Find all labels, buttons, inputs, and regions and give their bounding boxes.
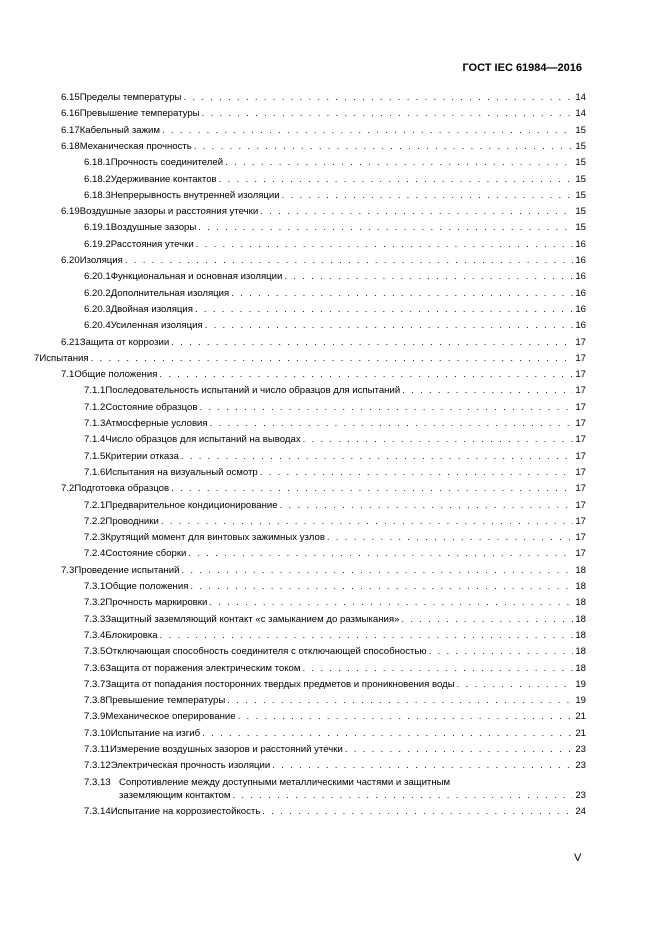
toc-leader-dots (195, 304, 573, 316)
toc-leader-dots (219, 174, 574, 186)
toc-entry[interactable] (84, 614, 586, 626)
toc-entry[interactable] (84, 760, 586, 772)
toc-leader-dots (182, 565, 574, 577)
toc-leader-dots (200, 402, 574, 414)
toc-entry-page: 14 (575, 108, 586, 120)
toc-leader-dots (401, 614, 573, 626)
toc-leader-dots (196, 239, 574, 251)
toc-entry-page: 16 (575, 287, 586, 299)
toc-entry-title: Общие положения (105, 581, 189, 592)
toc-entry-title: Число образцов для испытаний на выводах (105, 434, 301, 446)
toc-entry[interactable] (84, 271, 586, 283)
toc-entry-number: 6.15 (61, 92, 80, 103)
toc-entry-number: 6.18.2 (84, 173, 111, 185)
toc-entry-page: 18 (575, 597, 586, 609)
toc-leader-dots (198, 222, 573, 234)
toc-entry-page: 16 (575, 303, 586, 315)
toc-leader-dots (282, 190, 574, 202)
toc-entry[interactable] (84, 288, 586, 300)
toc-leader-dots (188, 548, 573, 560)
toc-entry[interactable] (84, 711, 586, 723)
toc-entry-page: 15 (575, 157, 586, 169)
toc-entry[interactable] (84, 174, 586, 186)
toc-leader-dots (161, 516, 573, 528)
toc-entry[interactable] (61, 483, 586, 495)
toc-entry-number: 7.3.1 (84, 581, 106, 592)
toc-leader-dots (159, 369, 573, 381)
toc-entry-number: 7.3 (61, 564, 75, 576)
toc-entry[interactable] (84, 239, 586, 251)
toc-entry-number: 7.3.4 (84, 629, 106, 641)
toc-entry-page: 21 (575, 711, 586, 723)
toc-leader-dots (262, 806, 573, 818)
toc-entry-title: Последовательность испытаний и число образцов для испытаний (105, 385, 401, 397)
toc-entry-number: 7.3.3 (84, 613, 106, 625)
toc-entry-page: 17 (575, 385, 586, 397)
toc-leader-dots (194, 141, 574, 153)
toc-entry-title: заземляющим контактом (119, 790, 231, 802)
toc-entry-title: Защита от попадания посторонних твердых предметов и проникновения воды (105, 678, 455, 690)
toc-entry-title: Испытание на изгиб (110, 727, 201, 739)
toc-entry-page: 17 (575, 434, 586, 446)
toc-entry[interactable] (84, 581, 586, 593)
toc-entry-page: 16 (575, 271, 586, 283)
toc-entry-page: 23 (575, 790, 586, 802)
toc-entry-title: Усиленная изоляция (110, 320, 203, 332)
toc-entry-number: 7.1.6 (84, 466, 106, 478)
toc-leader-dots (402, 385, 573, 397)
toc-entry-number: 7.3.5 (84, 646, 106, 658)
toc-leader-dots (260, 206, 573, 218)
toc-leader-dots (272, 760, 573, 772)
toc-entry-title: Механическая прочность (79, 140, 192, 152)
toc-entry-title: Изоляция (79, 255, 123, 266)
toc-entry-number: 6.18.3 (84, 189, 111, 201)
toc-entry-title: Блокировка (105, 629, 158, 641)
toc-entry-title: Состояние образцов (105, 401, 198, 413)
toc-entry[interactable] (119, 790, 586, 802)
toc-entry-title: Функциональная и основная изоляции (110, 271, 283, 283)
toc-entry-number: 6.20.3 (84, 303, 111, 315)
toc-entry-page: 17 (575, 515, 586, 527)
toc-entry-number: 7.1.2 (84, 401, 106, 413)
toc-entry-page: 17 (575, 483, 586, 495)
toc-entry-title: Воздушные зазоры и расстояния утечки (79, 206, 259, 218)
toc-entry-number: 7.3.12 (84, 760, 111, 772)
toc-entry-number: 6.21 (61, 336, 80, 348)
toc-entry-title: Критерии отказа (105, 450, 179, 462)
toc-entry[interactable] (61, 206, 586, 218)
toc-entry-page: 17 (575, 532, 586, 544)
toc-entry[interactable] (84, 663, 586, 675)
toc-leader-dots (160, 630, 574, 642)
toc-entry-title: Подготовка образцов (74, 483, 170, 495)
toc-entry[interactable] (84, 646, 586, 658)
toc-entry-number: 7.1 (61, 369, 75, 381)
toc-entry[interactable] (61, 565, 586, 577)
toc-entry-page: 15 (575, 173, 586, 185)
toc-entry-title: Испытания на визуальный осмотр (105, 466, 258, 478)
toc-entry-number: 7.2.4 (84, 548, 106, 560)
toc-entry-title: Превышение температуры (79, 108, 200, 120)
toc-entry-page: 17 (575, 336, 586, 348)
toc-entry[interactable] (84, 190, 586, 202)
toc-entry-title: Прочность соединителей (110, 157, 224, 169)
toc-entry-title: Превышение температуры (105, 695, 226, 707)
toc-entry-number: 6.20.1 (84, 271, 111, 283)
toc-entry-number: 7.3.13 (84, 776, 111, 788)
toc-entry-title: Измерение воздушных зазоров и расстояний утечки (109, 744, 343, 755)
toc-entry-number: 7.1.3 (84, 418, 106, 429)
toc-entry-number: 6.20 (61, 255, 80, 266)
toc-entry[interactable] (61, 108, 586, 120)
toc-leader-dots (209, 597, 573, 609)
toc-leader-dots (232, 790, 573, 802)
toc-leader-dots (231, 288, 573, 300)
toc-entry-page: 17 (575, 499, 586, 511)
toc-leader-dots (162, 125, 573, 137)
toc-leader-dots (238, 711, 574, 723)
toc-leader-dots (284, 271, 573, 283)
toc-entry-number: 6.20.4 (84, 320, 111, 332)
toc-entry-page: 18 (575, 629, 586, 641)
toc-entry-number: 6.18.1 (84, 157, 111, 169)
toc-entry-page: 16 (575, 238, 586, 250)
toc-entry-number: 7.2.1 (84, 499, 106, 511)
toc-entry-title: Двойная изоляция (110, 303, 193, 315)
toc-entry[interactable] (84, 418, 586, 430)
toc-entry-page: 15 (575, 189, 586, 201)
toc-entry-number: 7.3.11 (84, 744, 110, 755)
toc-entry-number: 6.19.2 (84, 238, 111, 250)
toc-entry-title: Защитный заземляющий контакт «с замыканием до размыкания» (105, 613, 400, 625)
toc-entry-title: Общие положения (74, 369, 158, 381)
toc-entry-page: 14 (575, 92, 586, 103)
toc-entry[interactable] (84, 451, 586, 463)
toc-entry-page: 18 (575, 564, 586, 576)
toc-entry[interactable] (84, 434, 586, 446)
toc-entry[interactable] (84, 728, 586, 740)
toc-entry-title: Отключающая способность соединителя с отключающей способностью (105, 646, 427, 658)
toc-entry-number: 6.18 (61, 140, 80, 152)
toc-entry-page: 15 (575, 140, 586, 152)
toc-leader-dots (227, 695, 573, 707)
toc-entry-page: 17 (575, 369, 586, 381)
toc-entry-page: 18 (575, 662, 586, 674)
toc-entry-page: 17 (575, 548, 586, 560)
toc-entry[interactable] (84, 500, 586, 512)
toc-leader-dots (327, 532, 573, 544)
toc-entry-page: 15 (575, 206, 586, 218)
toc-entry-page: 19 (575, 678, 586, 690)
toc-entry-number: 7.3.9 (84, 711, 106, 723)
toc-entry-number: 7.3.14 (84, 806, 111, 818)
toc-leader-dots (429, 646, 574, 658)
toc-leader-dots (205, 320, 574, 332)
toc-entry-page: 17 (575, 401, 586, 413)
toc-entry-title: Испытания (39, 352, 89, 364)
toc-entry-title: Расстояния утечки (110, 238, 194, 250)
toc-entry[interactable] (84, 679, 586, 691)
toc-entry-page: 18 (575, 613, 586, 625)
toc-entry[interactable] (61, 141, 586, 153)
page-number: V (574, 852, 582, 864)
toc-entry-number: 7.2 (61, 483, 75, 495)
toc-entry[interactable] (84, 695, 586, 707)
toc-entry-number: 7.3.10 (84, 727, 111, 739)
toc-entry[interactable] (61, 369, 586, 381)
toc-entry[interactable] (84, 157, 586, 169)
toc-entry-title: Воздушные зазоры (110, 222, 197, 234)
toc-entry[interactable] (61, 92, 586, 104)
toc-entry-number: 7 (34, 352, 40, 364)
toc-entry-page: 17 (575, 418, 586, 429)
toc-entry-title: Прочность маркировки (105, 597, 208, 609)
toc-entry-page: 21 (575, 727, 586, 739)
toc-entry-page: 15 (575, 124, 586, 136)
toc-entry-title: Механическое оперирование (105, 711, 236, 723)
toc-leader-dots (183, 92, 573, 104)
toc-entry-page: 23 (575, 744, 586, 755)
toc-entry-page: 17 (575, 466, 586, 478)
toc-entry-title-line (84, 777, 450, 789)
toc-entry-number: 7.2.3 (84, 532, 106, 544)
toc-entry-title: Электрическая прочность изоляции (110, 760, 271, 772)
toc-leader-dots (202, 728, 573, 740)
toc-leader-dots (210, 418, 574, 430)
toc-entry-title: Проведение испытаний (74, 564, 180, 576)
toc-entry[interactable] (84, 516, 586, 528)
toc-leader-dots (202, 108, 574, 120)
toc-entry-number: 7.3.8 (84, 695, 106, 707)
toc-leader-dots (181, 451, 573, 463)
toc-entry-page: 23 (575, 760, 586, 772)
toc-leader-dots (345, 744, 574, 756)
toc-entry-number: 7.1.5 (84, 450, 106, 462)
toc-entry[interactable] (84, 806, 586, 818)
toc-entry[interactable] (84, 402, 586, 414)
toc-entry-number: 7.3.6 (84, 662, 106, 674)
document-header: ГОСТ IEC 61984—2016 (462, 62, 582, 74)
toc-entry-number: 6.20.2 (84, 287, 111, 299)
toc-leader-dots (125, 255, 573, 267)
toc-entry-number: 7.1.4 (84, 434, 106, 446)
toc-entry[interactable] (84, 320, 586, 332)
toc-entry[interactable] (61, 255, 586, 267)
toc-leader-dots (171, 337, 573, 349)
toc-leader-dots (225, 157, 573, 169)
toc-entry[interactable] (84, 467, 586, 479)
toc-entry-title: Испытание на коррозиестойкость (110, 806, 261, 818)
toc-leader-dots (457, 679, 574, 691)
toc-leader-dots (280, 500, 574, 512)
toc-entry[interactable] (84, 597, 586, 609)
toc-leader-dots (260, 467, 574, 479)
toc-entry[interactable] (84, 630, 586, 642)
toc-entry-title: Проводники (105, 515, 159, 527)
toc-entry[interactable] (61, 125, 586, 137)
toc-entry[interactable] (84, 532, 586, 544)
toc-entry-number: 6.19 (61, 206, 80, 218)
toc-entry-page: 19 (575, 695, 586, 707)
toc-entry-page: 18 (575, 581, 586, 592)
toc-entry-title: Пределы температуры (79, 92, 182, 103)
toc-entry-title: Крутящий момент для винтовых зажимных узлов (105, 532, 325, 544)
toc-entry[interactable] (84, 304, 586, 316)
toc-entry-page: 16 (575, 320, 586, 332)
toc-entry[interactable] (84, 385, 586, 397)
toc-entry[interactable] (34, 353, 586, 365)
toc-entry-page: 17 (575, 450, 586, 462)
toc-entry-number: 6.19.1 (84, 222, 111, 234)
toc-entry-title-first-line: Сопротивление между доступными металлическими частями и защитным (119, 776, 451, 788)
toc-entry-title: Непрерывность внутренней изоляции (110, 189, 280, 201)
toc-entry[interactable] (61, 337, 586, 349)
toc-leader-dots (303, 663, 574, 675)
toc-entry-title: Удерживание контактов (110, 173, 217, 185)
toc-entry-page: 18 (575, 646, 586, 658)
toc-leader-dots (190, 581, 573, 593)
toc-entry-number: 6.17 (61, 124, 80, 136)
toc-entry-title: Предварительное кондиционирование (105, 499, 278, 511)
toc-entry-number: 6.16 (61, 108, 80, 120)
toc-entry-number: 7.3.7 (84, 678, 106, 690)
toc-entry-page: 15 (575, 222, 586, 234)
toc-entry-title: Кабельный зажим (79, 124, 160, 136)
toc-entry-page: 16 (575, 255, 586, 266)
toc-entry[interactable] (84, 222, 586, 234)
toc-entry-title: Дополнительная изоляция (110, 287, 230, 299)
toc-entry-page: 17 (575, 352, 586, 364)
toc-entry-number: 7.1.1 (84, 385, 106, 397)
toc-leader-dots (171, 483, 573, 495)
toc-entry-page: 24 (575, 806, 586, 818)
toc-entry-number: 7.3.2 (84, 597, 106, 609)
toc-entry-title: Защита от коррозии (79, 336, 170, 348)
toc-leader-dots (91, 353, 574, 365)
toc-entry-title: Защита от поражения электрическим током (105, 662, 301, 674)
toc-entry-title: Состояние сборки (105, 548, 187, 560)
toc-entry[interactable] (84, 744, 586, 756)
toc-entry-number: 7.2.2 (84, 515, 106, 527)
toc-entry-title: Атмосферные условия (105, 418, 208, 429)
toc-entry[interactable] (84, 548, 586, 560)
toc-leader-dots (303, 434, 574, 446)
